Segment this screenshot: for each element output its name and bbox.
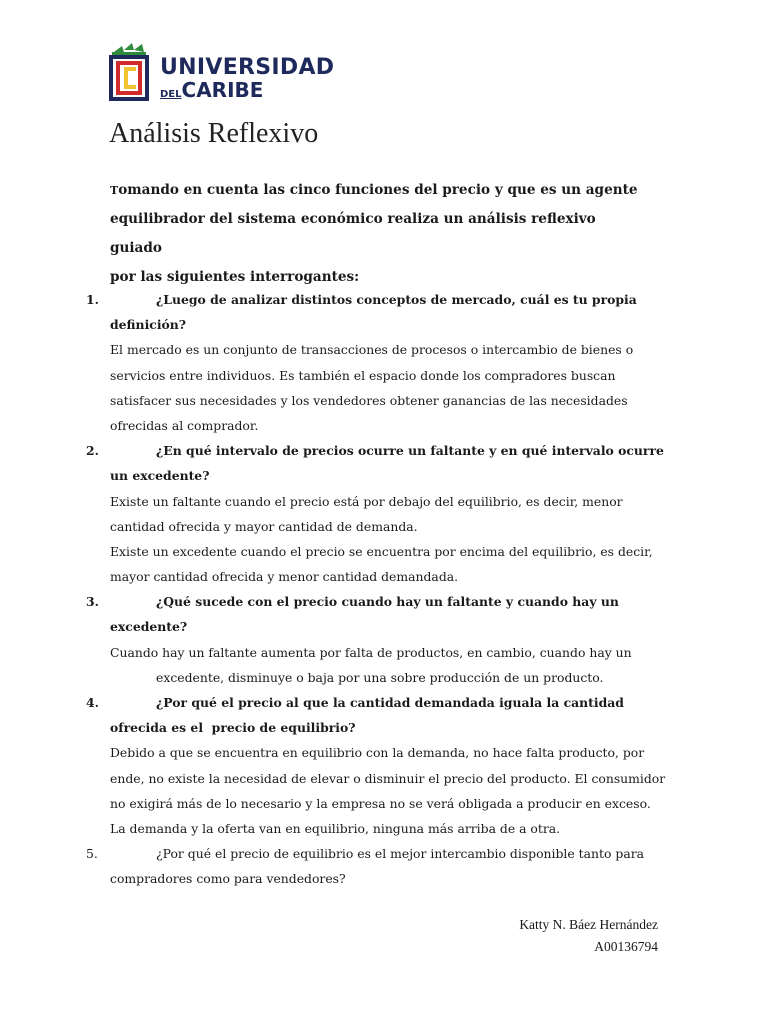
answer-line: [0, 640, 768, 665]
question-number: 1.: [86, 292, 99, 307]
intro-paragraph: [110, 176, 650, 292]
logo-text-caribe: CARIBE: [181, 78, 264, 102]
answer-text: excedente, disminuye o baja por una sobre producción de un producto.: [156, 669, 604, 685]
answer-line: [0, 816, 768, 841]
answer-text: ofrecidas al comprador.: [110, 417, 259, 433]
answer-text: servicios entre individuos. Es también el espacio donde los compradores buscan: [110, 367, 616, 383]
intro-line-2: equilibrador del sistema económico realiza un análisis reflexivo guiado: [110, 211, 596, 256]
answer-line: [0, 514, 768, 539]
document-title: Análisis Reflexivo: [109, 118, 319, 149]
question-1-line: [0, 287, 768, 312]
question-5-cont: [0, 866, 768, 891]
question-text-cont: excedente?: [110, 619, 188, 635]
answer-line: [0, 766, 768, 791]
question-text-cont: un excedente?: [110, 468, 210, 484]
answer-text: Cuando hay un faltante aumenta por falta de productos, en cambio, cuando hay un: [110, 644, 632, 660]
question-4-line: [0, 690, 768, 715]
answer-text: Existe un excedente cuando el precio se encuentra por encima del equilibrio, es decir,: [110, 543, 653, 559]
question-number: 5.: [86, 846, 98, 862]
author-name: Katty N. Báez Hernández: [519, 917, 658, 932]
intro-first-letter: T: [110, 184, 119, 197]
question-text: ¿Qué sucede con el precio cuando hay un faltante y cuando hay un: [156, 594, 619, 610]
question-number: 3.: [86, 594, 99, 610]
answer-text: La demanda y la oferta van en equilibrio, ninguna más arriba de a otra.: [110, 820, 561, 836]
question-text-cont: ofrecida es el precio de equilibrio?: [110, 720, 356, 736]
answer-line-indented: [0, 665, 768, 690]
question-number: 4.: [86, 695, 99, 710]
answer-line: [0, 388, 768, 413]
question-2-cont: [0, 463, 768, 488]
question-text-cont: compradores como para vendedores?: [110, 871, 346, 887]
question-text: ¿Por qué el precio al que la cantidad demandada iguala la cantidad: [156, 695, 624, 710]
answer-text: cantidad ofrecida y mayor cantidad de demanda.: [110, 518, 418, 534]
student-id: A00136794: [594, 939, 658, 954]
intro-line-1-text: omando en cuenta las cinco funciones del precio y que es un agente: [118, 182, 638, 198]
answer-line: [0, 740, 768, 765]
answer-text: no exigirá más de lo necesario y la empresa no se verá obligada a producir en exceso.: [110, 795, 651, 811]
intro-line-1: [110, 176, 650, 205]
question-text: ¿Por qué el precio de equilibrio es el mejor intercambio disponible tanto para: [156, 846, 645, 862]
author-block: [519, 914, 658, 958]
question-2-line: [0, 438, 768, 463]
answer-line: [0, 539, 768, 564]
question-5-line: [0, 841, 768, 866]
question-text-cont: definición?: [110, 317, 187, 333]
answer-text: satisfacer sus necesidades y los vendedores obtener ganancias de las necesidades: [110, 392, 628, 408]
answer-line: [0, 791, 768, 816]
question-number: 2.: [86, 443, 99, 459]
answer-line: [0, 413, 768, 438]
question-text: ¿En qué intervalo de precios ocurre un faltante y en qué intervalo ocurre: [156, 443, 664, 459]
university-logo: [108, 42, 335, 104]
answer-line: [0, 564, 768, 589]
answer-text: mayor cantidad ofrecida y menor cantidad demandada.: [110, 569, 459, 585]
answer-line: [0, 363, 768, 388]
answer-line: [0, 337, 768, 362]
question-4-cont: [0, 715, 768, 740]
question-1-cont: [0, 312, 768, 337]
question-text: ¿Luego de analizar distintos conceptos de mercado, cuál es tu propia: [156, 292, 637, 307]
answer-text: Debido a que se encuentra en equilibrio con la demanda, no hace falta producto, por: [110, 745, 645, 761]
logo-text-del-caribe: [160, 80, 263, 100]
logo-text-del: DEL: [160, 89, 182, 100]
intro-line-3: por las siguientes interrogantes:: [110, 269, 360, 285]
questions-list: [0, 287, 768, 892]
question-3-cont: [0, 614, 768, 639]
answer-text: Existe un faltante cuando el precio está por debajo del equilibrio, es decir, menor: [110, 493, 623, 509]
answer-text: El mercado es un conjunto de transacciones de procesos o intercambio de bienes o: [110, 342, 634, 358]
question-3-line: [0, 589, 768, 614]
logo-text-universidad: UNIVERSIDAD: [160, 55, 335, 80]
answer-line: [0, 489, 768, 514]
university-emblem-icon: [108, 42, 156, 102]
answer-text: ende, no existe la necesidad de elevar o disminuir el precio del producto. El consumidor: [110, 770, 666, 786]
